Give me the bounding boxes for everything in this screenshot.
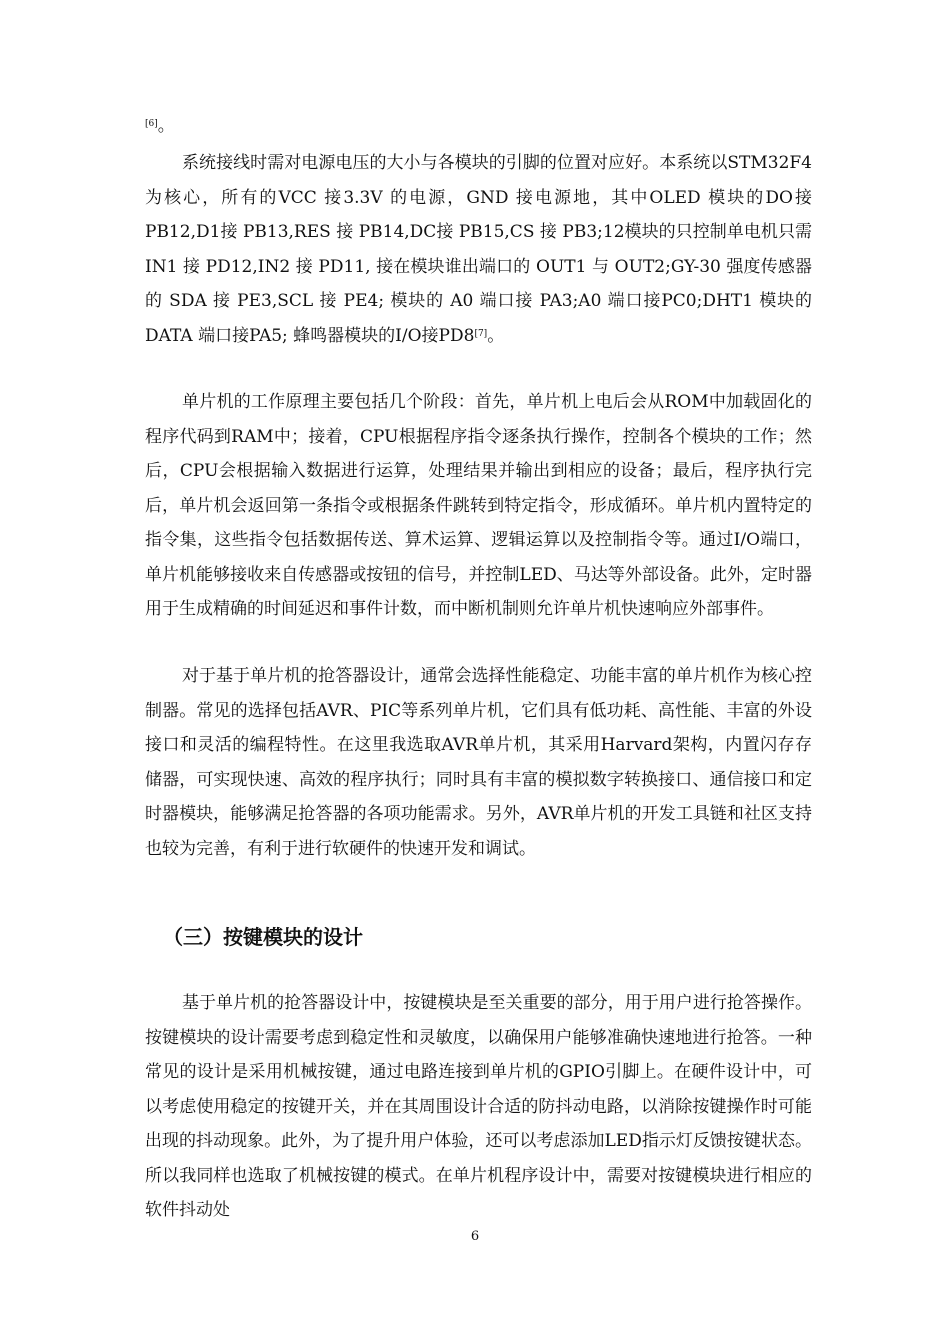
continuation-line <box>145 116 175 136</box>
paragraph-text: 系统接线时需对电源电压的大小与各模块的引脚的位置对应好。本系统以STM32F4 为核心，所有的VCC 接3.3V 的电源，GND 接电源地，其中OLED 模块的DO接 PB12,D1接 PB13,RES 接 PB14,DC接 PB15,CS 接 PB3;12模块的只控制单电机只需IN1 接 PD12,IN2 接 PD11, 接在模块谁出端口的 OUT1 与 OUT2;GY-30 强度传感器的 SDA 接 PE3,SCL 接 PE4; 模块的 A0 端口接 PA3;A0 端口接PC0;DHT1 模块的DATA 端口接PA5; 蜂鸣器模块的I/O接PD8 <box>145 153 812 346</box>
paragraph-controller-choice <box>145 659 812 866</box>
paragraph-button-module <box>145 986 812 1228</box>
paragraph-working-principle <box>145 385 812 627</box>
paragraph-text: 单片机的工作原理主要包括几个阶段：首先，单片机上电后会从ROM中加载固化的程序代码到RAM中；接着，CPU根据程序指令逐条执行操作，控制各个模块的工作；然后，CPU会根据输入数据进行运算，处理结果并输出到相应的设备；最后，程序执行完后，单片机会返回第一条指令或根据条件跳转到特定指令，形成循环。单片机内置特定的指令集，这些指令包括数据传送、算术运算、逻辑运算以及控制指令等。通过I/O端口，单片机能够接收来自传感器或按钮的信号，并控制LED、马达等外部设备。此外，定时器用于生成精确的时间延迟和事件计数，而中断机制则允许单片机快速响应外部事件。 <box>145 392 812 619</box>
paragraph-text: 基于单片机的抢答器设计中，按键模块是至关重要的部分，用于用户进行抢答操作。按键模块的设计需要考虑到稳定性和灵敏度，以确保用户能够准确快速地进行抢答。一种常见的设计是采用机械按键，通过电路连接到单片机的GPIO引脚上。在硬件设计中，可以考虑使用稳定的按键开关，并在其周围设计合适的防抖动电路，以消除按键操作时可能出现的抖动现象。此外，为了提升用户体验，还可以考虑添加LED指示灯反馈按键状态。所以我同样也选取了机械按键的模式。在单片机程序设计中，需要对按键模块进行相应的软件抖动处 <box>145 993 812 1220</box>
continuation-tail: 。 <box>157 116 175 136</box>
page-number: 6 <box>470 1229 480 1244</box>
paragraph-text: 对于基于单片机的抢答器设计，通常会选择性能稳定、功能丰富的单片机作为核心控制器。常见的选择包括AVR、PIC等系列单片机，它们具有低功耗、高性能、丰富的外设接口和灵活的编程特性。在这里我选取AVR单片机，其采用Harvard架构，内置闪存存储器，可实现快速、高效的程序执行；同时具有丰富的模拟数字转换接口、通信接口和定时器模块，能够满足抢答器的各项功能需求。另外，AVR单片机的开发工具链和社区支持也较为完善，有利于进行软硬件的快速开发和调试。 <box>145 666 812 859</box>
paragraph-tail: 。 <box>487 325 505 346</box>
section-heading: （三）按键模块的设计 <box>163 925 363 949</box>
paragraph-wiring <box>145 146 812 353</box>
citation-ref: [6] <box>145 119 158 129</box>
citation-ref: [7] <box>474 328 488 339</box>
